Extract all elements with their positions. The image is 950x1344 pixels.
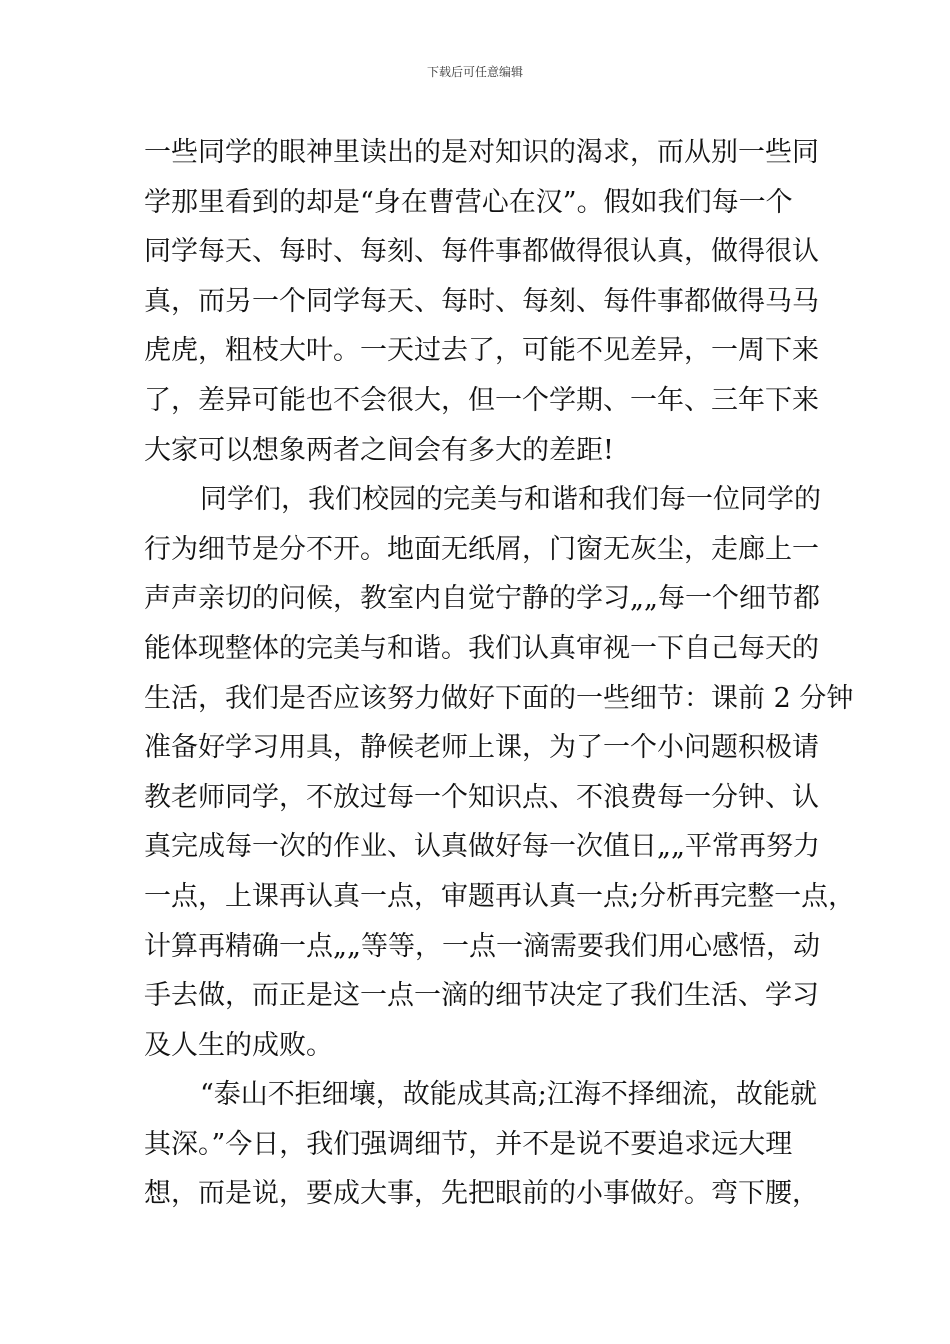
text-line: 生活，我们是否应该努力做好下面的一些细节：课前 2 分钟 — [144, 682, 854, 714]
text-line: 想，而是说，要成大事，先把眼前的小事做好。弯下腰， — [144, 1178, 819, 1210]
text-line: 一些同学的眼神里读出的是对知识的渴求，而从别一些同 — [144, 137, 819, 168]
text-line-first: 同学们，我们校园的完美与和谐和我们每一位同学的 — [200, 484, 821, 516]
text-line: 及人生的成败。 — [144, 1029, 333, 1061]
text-line-first: “泰山不拒细壤，故能成其高;江海不择细流，故能就 — [200, 1079, 817, 1111]
text-line: 行为细节是分不开。地面无纸屑，门窗无灰尘，走廊上一 — [144, 533, 819, 565]
text-line: 计算再精确一点„„等等，一点一滴需要我们用心感悟，动 — [144, 930, 820, 962]
text-line: 能体现整体的完美与和谐。我们认真审视一下自己每天的 — [144, 632, 819, 664]
text-line: 同学每天、每时、每刻、每件事都做得很认真，做得很认 — [144, 236, 819, 268]
text-line: 一点，上课再认真一点，审题再认真一点;分析再完整一点， — [144, 880, 856, 912]
paragraph-2 — [144, 475, 856, 1070]
text-line: 其深。”今日，我们强调细节，并不是说不要追求远大理 — [144, 1128, 793, 1160]
text-line: 大家可以想象两者之间会有多大的差距! — [144, 434, 614, 466]
text-line: 手去做，而正是这一点一滴的细节决定了我们生活、学习 — [144, 980, 819, 1012]
text-line: 准备好学习用具，静候老师上课，为了一个小问题积极请 — [144, 732, 819, 764]
paragraph-1 — [144, 128, 824, 475]
text-line: 真，而另一个同学每天、每时、每刻、每件事都做得马马 — [144, 285, 819, 317]
text-line: 声声亲切的问候，教室内自觉宁静的学习„„每一个细节都 — [144, 583, 820, 615]
text-line: 了，差异可能也不会很大，但一个学期、一年、三年下来 — [144, 384, 819, 416]
text-line: 学那里看到的却是“身在曹营心在汉”。假如我们每一个 — [144, 186, 793, 218]
text-line: 教老师同学，不放过每一个知识点、不浪费每一分钟、认 — [144, 781, 819, 813]
paragraph-3 — [144, 1070, 824, 1219]
text-line: 真完成每一次的作业、认真做好每一次值日„„平常再努力 — [144, 831, 820, 863]
document-body — [144, 128, 856, 1219]
page-header: 下载后可任意编辑 — [426, 65, 523, 79]
text-line: 虎虎，粗枝大叶。一天过去了，可能不见差异，一周下来 — [144, 335, 819, 367]
